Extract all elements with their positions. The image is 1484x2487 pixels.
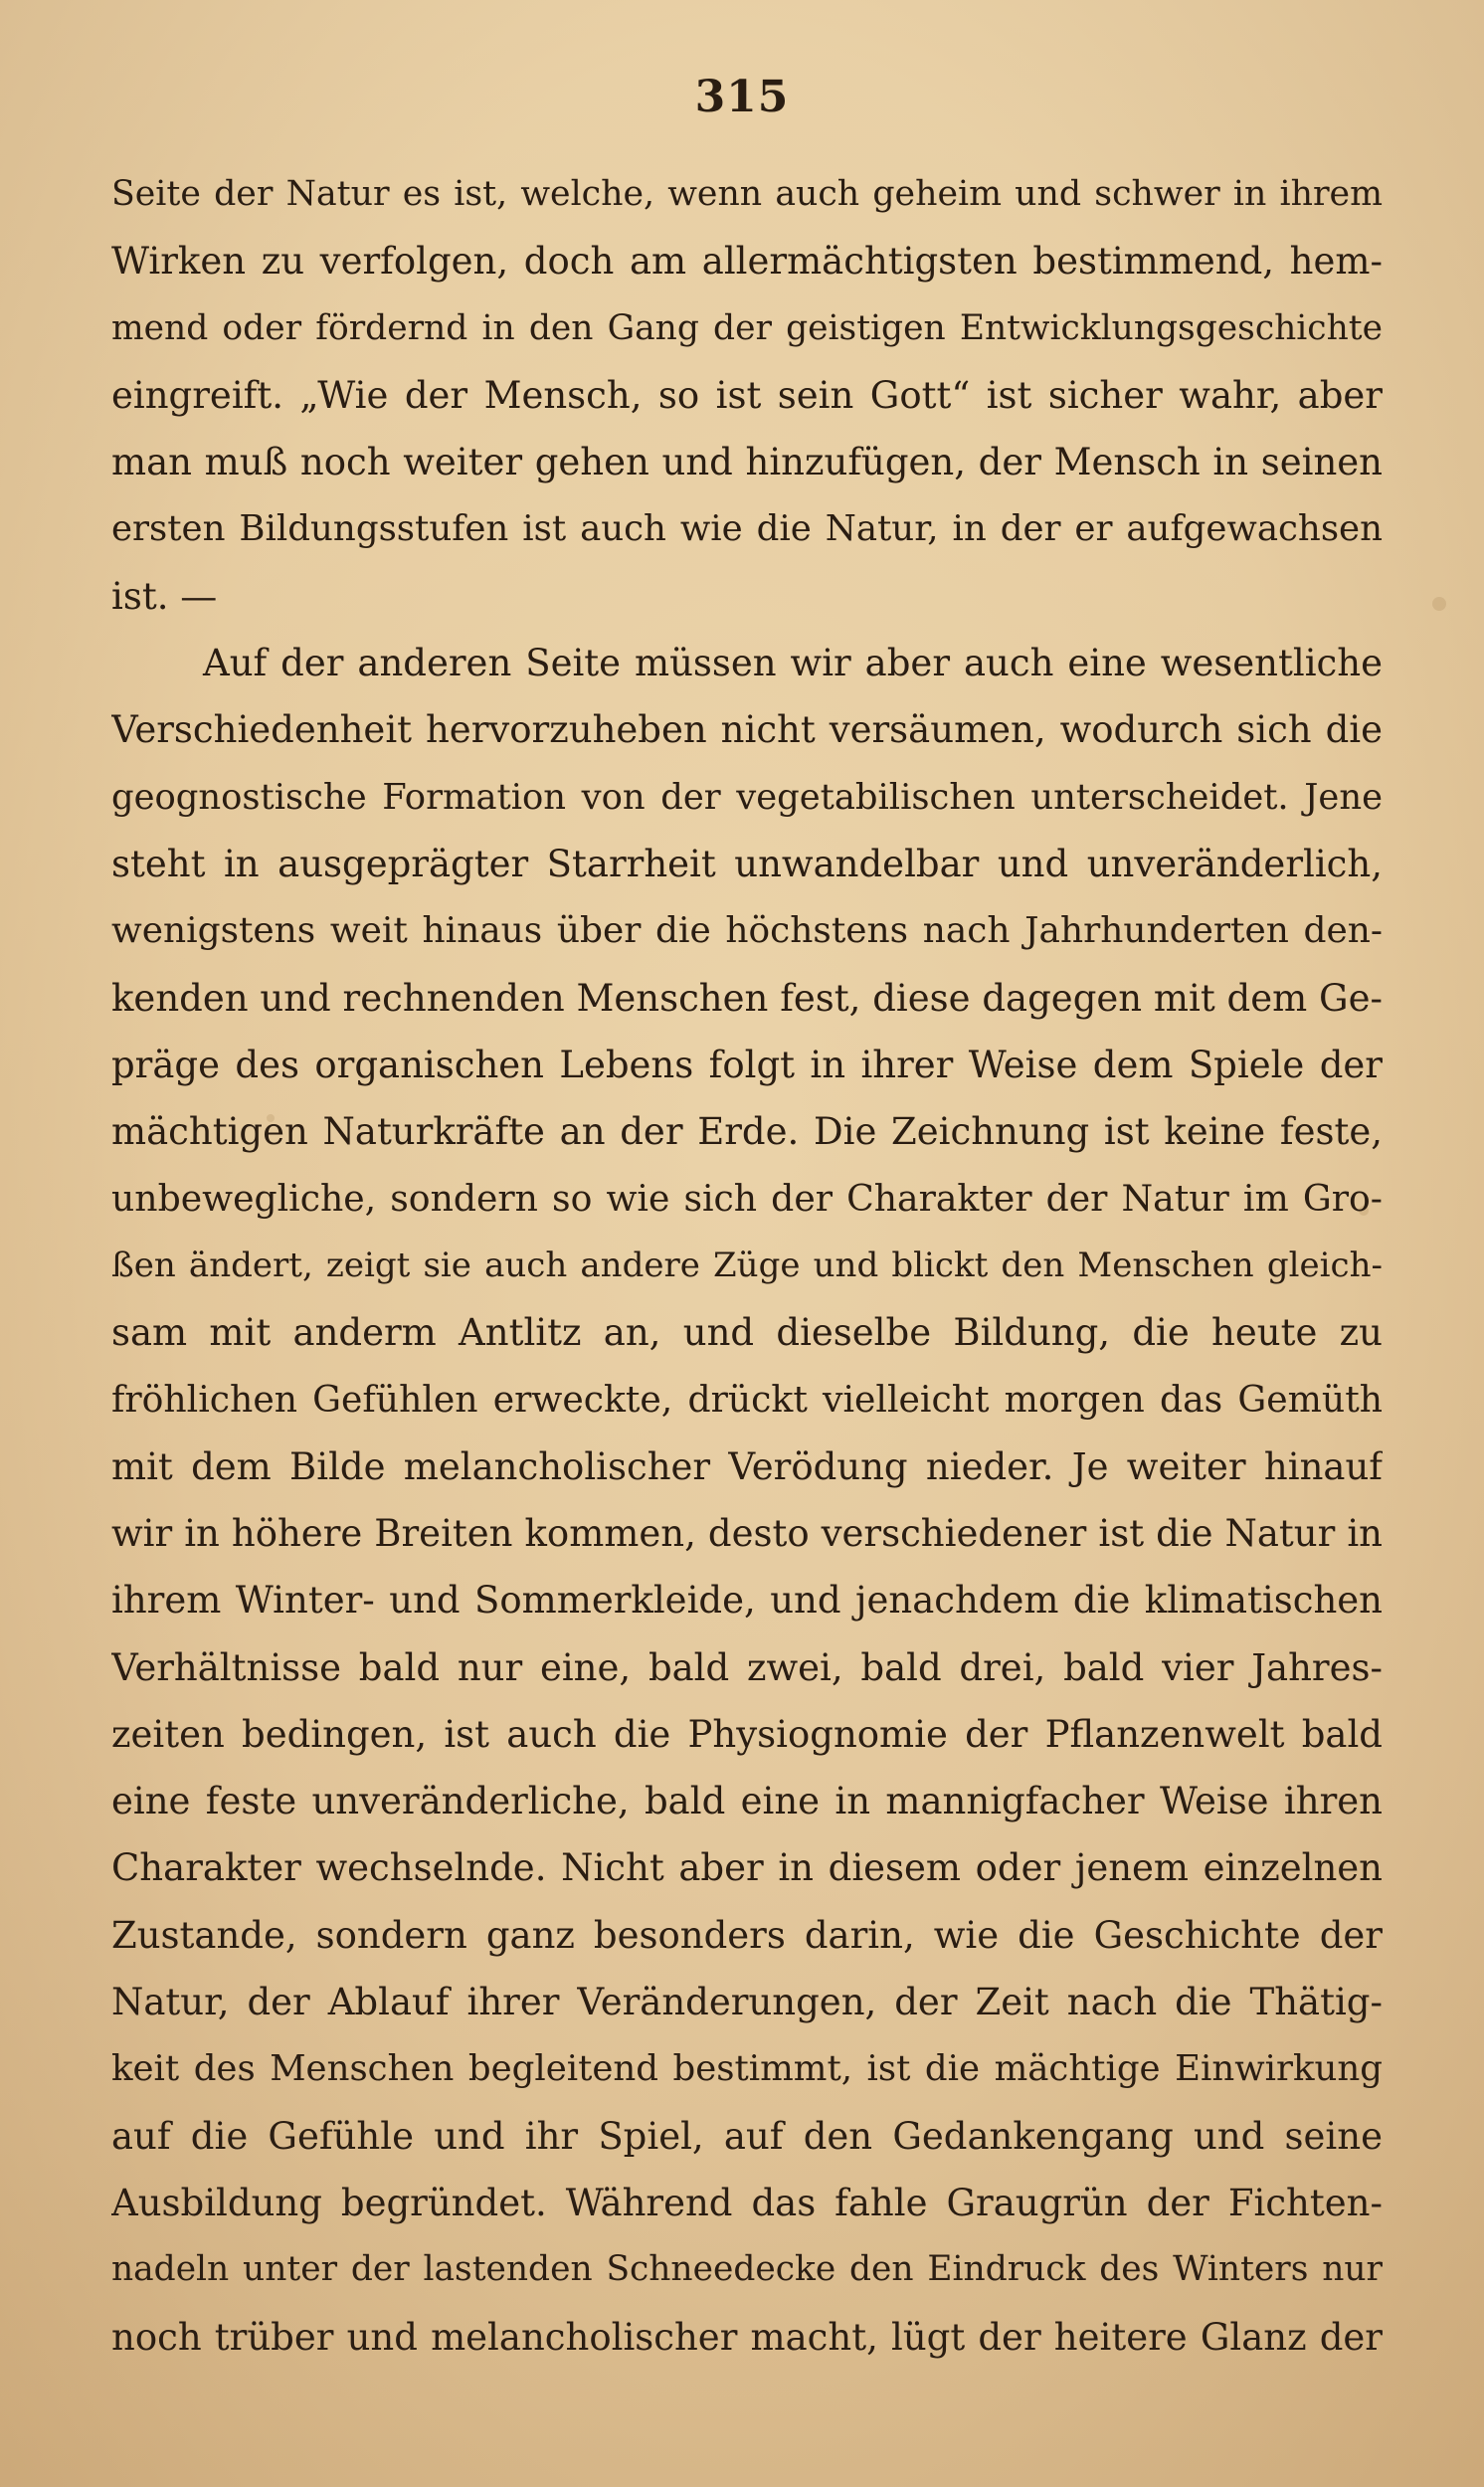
text-line: geognostische Formation von der vegetabilischen unterscheidet. Jene (111, 776, 1383, 818)
text-line: nadeln unter der lastenden Schneedecke den Eindruck des Winters nur (111, 2249, 1383, 2290)
text-line: Wirken zu verfolgen, doch am allermächtigsten bestimmend, hem- (111, 240, 1383, 284)
text-line: ersten Bildungsstufen ist auch wie die Natur, in der er aufgewachsen (111, 508, 1383, 550)
text-line: präge des organischen Lebens folgt in ihrer Weise dem Spiele der (111, 1043, 1383, 1086)
paragraph-start-line: Auf der anderen Seite müssen wir aber auch eine wesentliche (203, 642, 1383, 685)
text-line: mächtigen Naturkräfte an der Erde. Die Zeichnung ist keine feste, (111, 1110, 1383, 1154)
text-line: Verschiedenheit hervorzuheben nicht versäumen, wodurch sich die (111, 708, 1383, 752)
text-line: zeiten bedingen, ist auch die Physiognomie der Pflanzenwelt bald (111, 1712, 1383, 1756)
text-line: fröhlichen Gefühlen erweckte, drückt vielleicht morgen das Gemüth (111, 1378, 1383, 1422)
text-line: man muß noch weiter gehen und hinzufügen, der Mensch in seinen (111, 441, 1383, 484)
text-line: keit des Menschen begleitend bestimmt, ist die mächtige Einwirkung (111, 2048, 1383, 2090)
text-line: unbewegliche, sondern so wie sich der Charakter der Natur im Gro- (111, 1177, 1383, 1221)
text-line: wenigstens weit hinaus über die höchstens nach Jahrhunderten den- (111, 910, 1383, 952)
text-line: Zustande, sondern ganz besonders darin, wie die Geschichte der (111, 1913, 1383, 1957)
text-line: eine feste unveränderliche, bald eine in mannigfacher Weise ihren (111, 1780, 1383, 1823)
text-line: kenden und rechnenden Menschen fest, diese dagegen mit dem Ge- (111, 976, 1383, 1020)
text-line: Seite der Natur es ist, welche, wenn auch geheim und schwer in ihrem (111, 174, 1383, 214)
text-line: mend oder fördernd in den Gang der geistigen Entwicklungsgeschichte (111, 307, 1383, 348)
text-line: Charakter wechselnde. Nicht aber in diesem oder jenem einzelnen (111, 1846, 1383, 1890)
text-line: eingreift. „Wie der Mensch, so ist sein Gott“ ist sicher wahr, aber (111, 373, 1383, 417)
text-line: auf die Gefühle und ihr Spiel, auf den Gedankengang und seine (111, 2114, 1383, 2158)
page-number: 315 (694, 72, 790, 122)
text-line: ihrem Winter- und Sommerkleide, und jenachdem die klimatischen (111, 1579, 1383, 1623)
text-line: ßen ändert, zeigt sie auch andere Züge und blickt den Menschen gleich- (111, 1244, 1383, 1285)
text-line: steht in ausgeprägter Starrheit unwandelbar und unveränderlich, (111, 842, 1383, 885)
body-text (111, 161, 1383, 2371)
text-line: Ausbildung begründet. Während das fahle Graugrün der Fichten- (111, 2181, 1383, 2224)
text-line: Verhältnisse bald nur eine, bald zwei, bald drei, bald vier Jahres- (111, 1645, 1383, 1689)
text-line: ist. — (111, 574, 218, 618)
text-line: noch trüber und melancholischer macht, lügt der heitere Glanz der (111, 2315, 1383, 2359)
text-line: sam mit anderm Antlitz an, und dieselbe Bildung, die heute zu (111, 1311, 1383, 1355)
text-line: Natur, der Ablauf ihrer Veränderungen, der Zeit nach die Thätig- (111, 1981, 1383, 2024)
text-line: wir in höhere Breiten kommen, desto verschiedener ist die Natur in (111, 1511, 1383, 1555)
paper-stain (1432, 597, 1446, 611)
text-line: mit dem Bilde melancholischer Verödung nieder. Je weiter hinauf (111, 1444, 1383, 1488)
